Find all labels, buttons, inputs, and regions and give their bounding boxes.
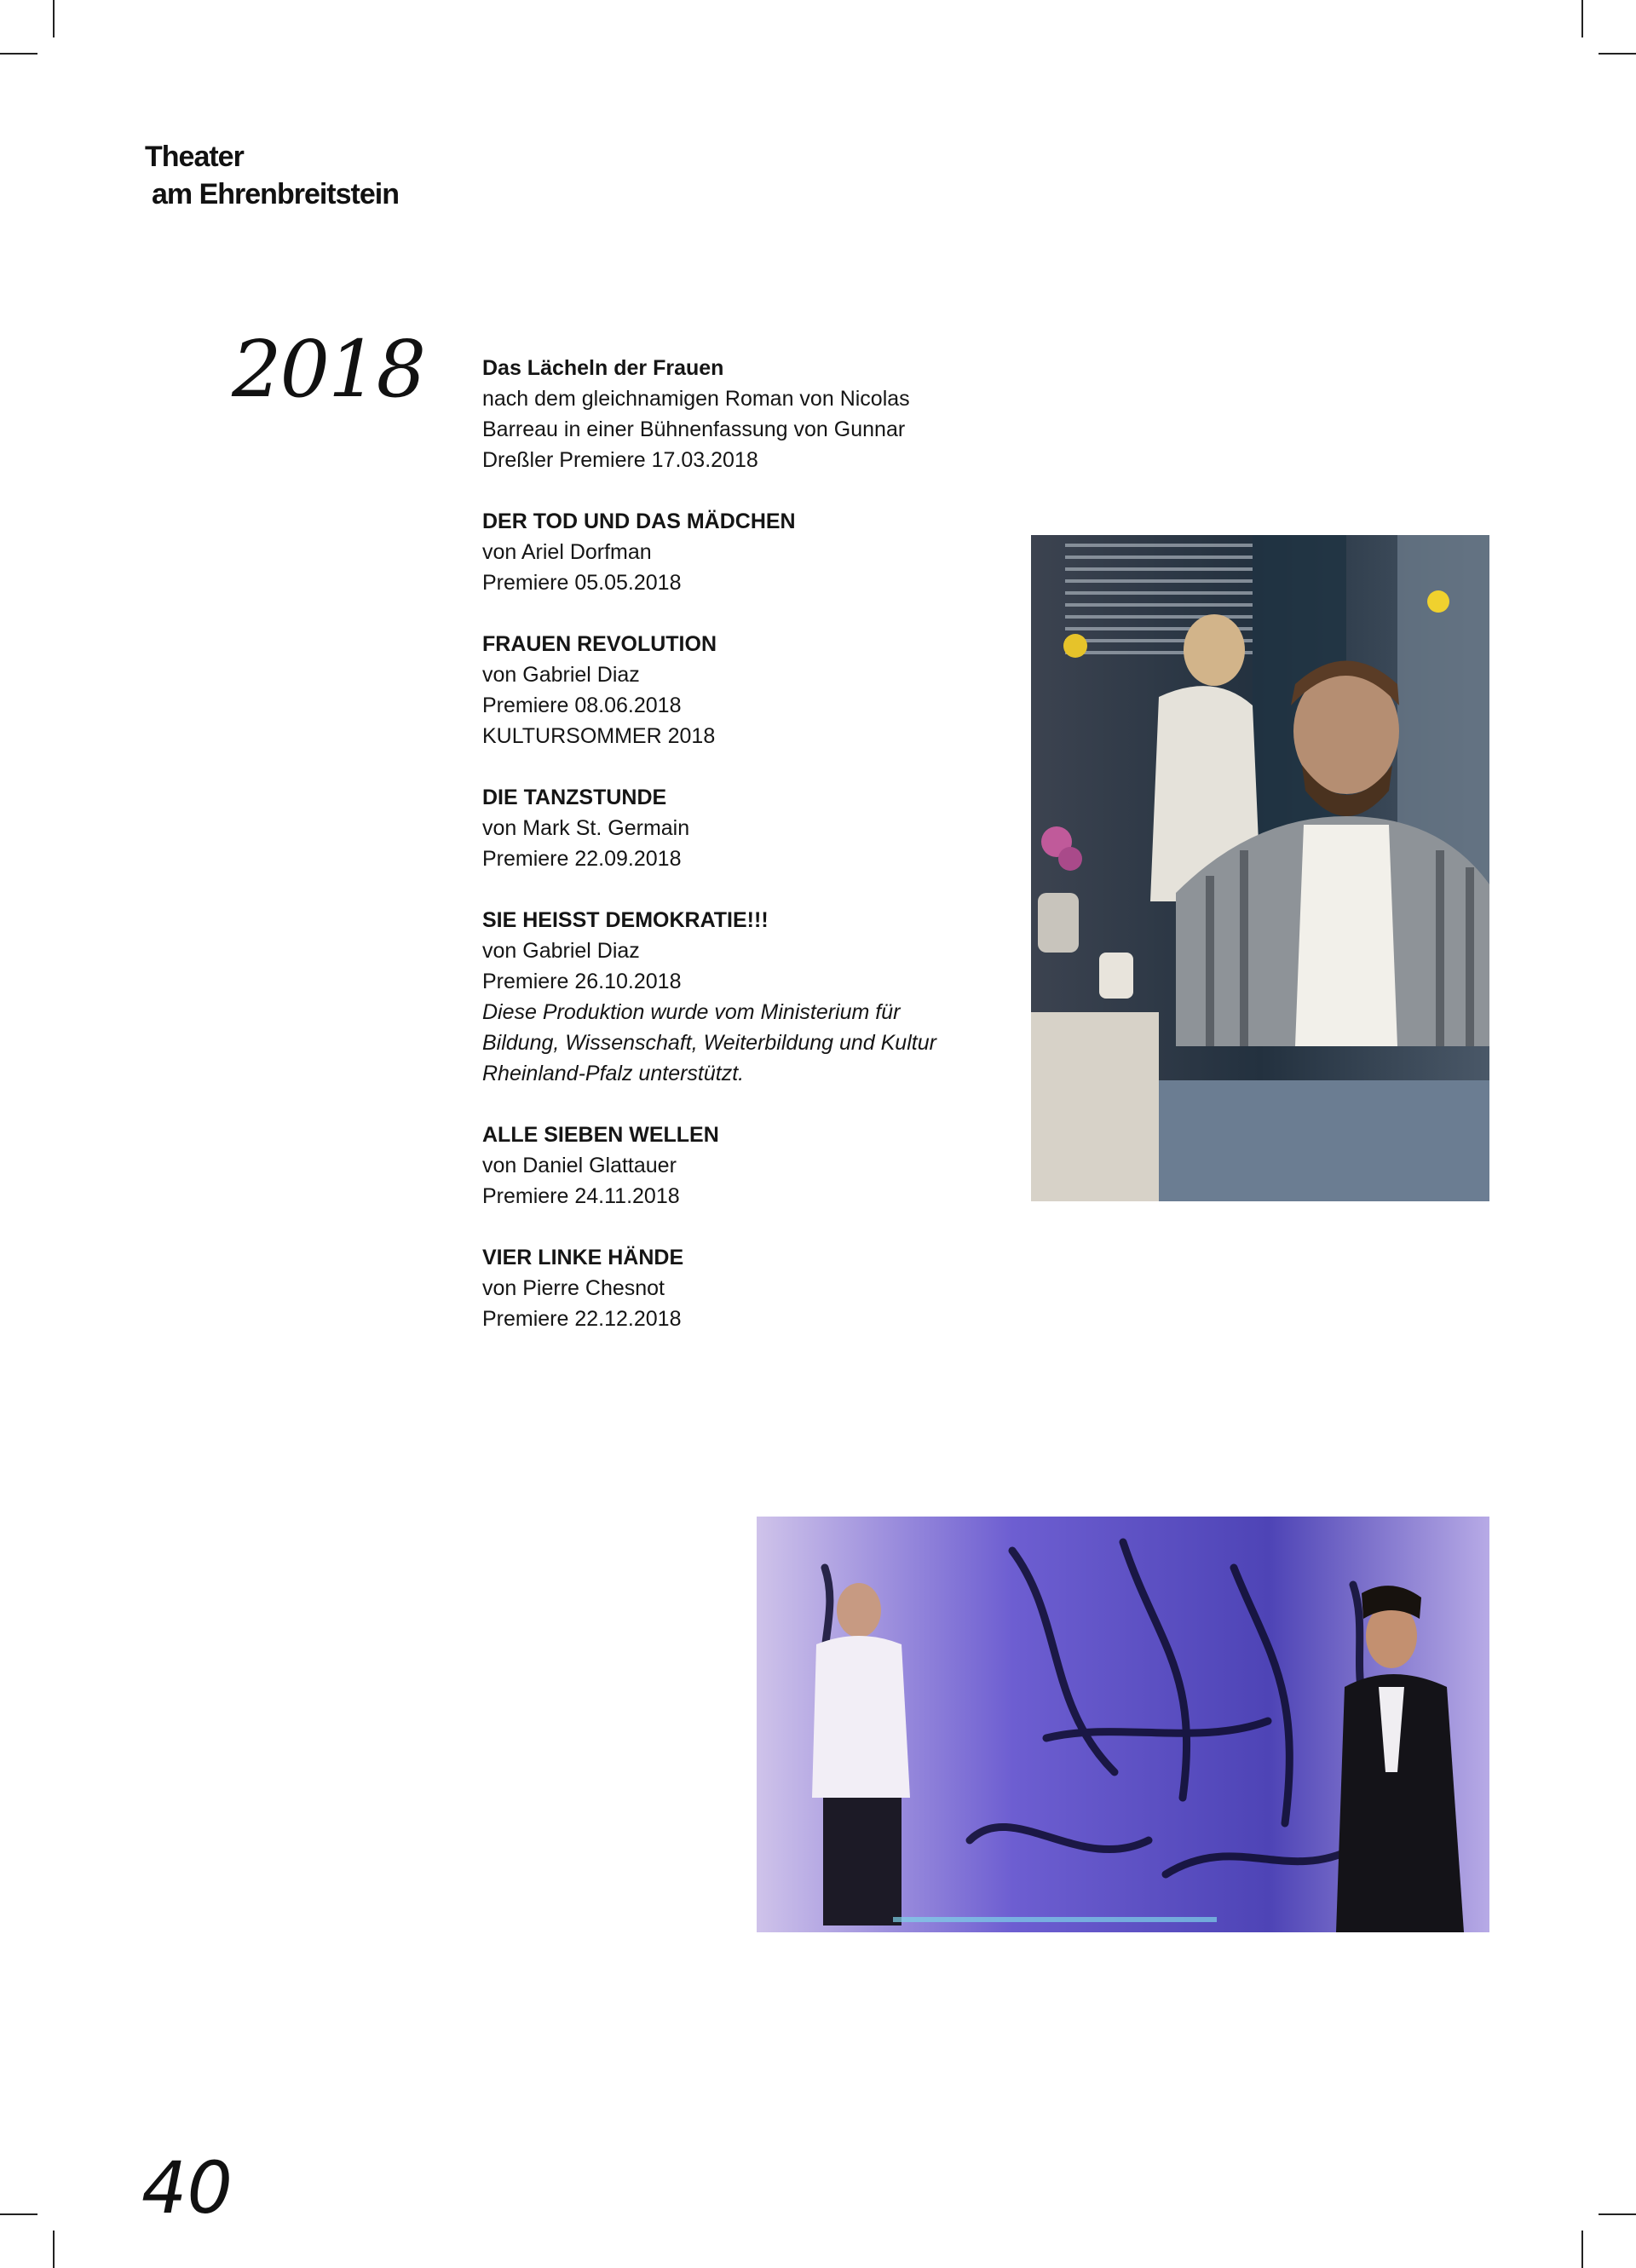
production-detail: Dreßler Premiere 17.03.2018 bbox=[482, 448, 758, 472]
crop-mark bbox=[0, 2213, 37, 2215]
production-detail: Premiere 22.12.2018 bbox=[482, 1307, 682, 1331]
crop-mark bbox=[1599, 53, 1636, 55]
production-entry bbox=[482, 629, 1011, 751]
production-detail: von Ariel Dorfman bbox=[482, 540, 652, 564]
crop-mark bbox=[1581, 2231, 1583, 2268]
production-detail: Premiere 26.10.2018 bbox=[482, 970, 682, 993]
production-photo-seated-man-image bbox=[1031, 535, 1489, 1201]
production-title: DER TOD UND DAS MÄDCHEN bbox=[482, 509, 796, 533]
production-list bbox=[482, 353, 1011, 1365]
production-title: ALLE SIEBEN WELLEN bbox=[482, 1123, 719, 1147]
crop-mark bbox=[1581, 0, 1583, 37]
production-detail: nach dem gleichnamigen Roman von Nicolas bbox=[482, 387, 910, 411]
crop-mark bbox=[1599, 2213, 1636, 2215]
production-note: Diese Produktion wurde vom Ministerium für bbox=[482, 1000, 901, 1024]
production-detail: Barreau in einer Bühnenfassung von Gunnar bbox=[482, 417, 906, 441]
year-heading: 2018 bbox=[232, 324, 425, 415]
organization-name bbox=[145, 138, 399, 213]
production-detail: von Gabriel Diaz bbox=[482, 939, 640, 963]
production-detail: Premiere 22.09.2018 bbox=[482, 847, 682, 871]
organization-name-line1: Theater bbox=[145, 141, 244, 173]
production-detail: KULTURSOMMER 2018 bbox=[482, 724, 716, 748]
production-title: SIE HEISST DEMOKRATIE!!! bbox=[482, 908, 769, 932]
production-entry bbox=[482, 905, 1011, 1089]
production-entry bbox=[482, 353, 1011, 475]
production-title: VIER LINKE HÄNDE bbox=[482, 1246, 684, 1269]
production-detail: Premiere 24.11.2018 bbox=[482, 1184, 680, 1208]
production-title: Das Lächeln der Frauen bbox=[482, 356, 724, 380]
production-entry bbox=[482, 782, 1011, 874]
production-title: FRAUEN REVOLUTION bbox=[482, 632, 717, 656]
production-title: DIE TANZSTUNDE bbox=[482, 786, 667, 809]
page-number: 40 bbox=[141, 2146, 233, 2230]
production-detail: Premiere 08.06.2018 bbox=[482, 694, 682, 717]
production-detail: von Mark St. Germain bbox=[482, 816, 690, 840]
production-photo-seated-man bbox=[1031, 535, 1489, 1201]
organization-name-line2: am Ehrenbreitstein bbox=[152, 178, 399, 210]
crop-mark bbox=[53, 0, 55, 37]
production-photo-two-actors-image bbox=[757, 1517, 1489, 1932]
production-detail: Premiere 05.05.2018 bbox=[482, 571, 682, 595]
crop-mark bbox=[53, 2231, 55, 2268]
production-photo-two-actors bbox=[757, 1517, 1489, 1932]
production-detail: von Pierre Chesnot bbox=[482, 1276, 665, 1300]
production-detail: von Daniel Glattauer bbox=[482, 1154, 677, 1177]
production-entry bbox=[482, 1242, 1011, 1334]
production-entry bbox=[482, 506, 1011, 598]
production-detail: von Gabriel Diaz bbox=[482, 663, 640, 687]
production-note: Bildung, Wissenschaft, Weiterbildung und Kultur bbox=[482, 1031, 936, 1055]
production-entry bbox=[482, 1120, 1011, 1212]
production-note: Rheinland-Pfalz unterstützt. bbox=[482, 1062, 745, 1085]
crop-mark bbox=[0, 53, 37, 55]
